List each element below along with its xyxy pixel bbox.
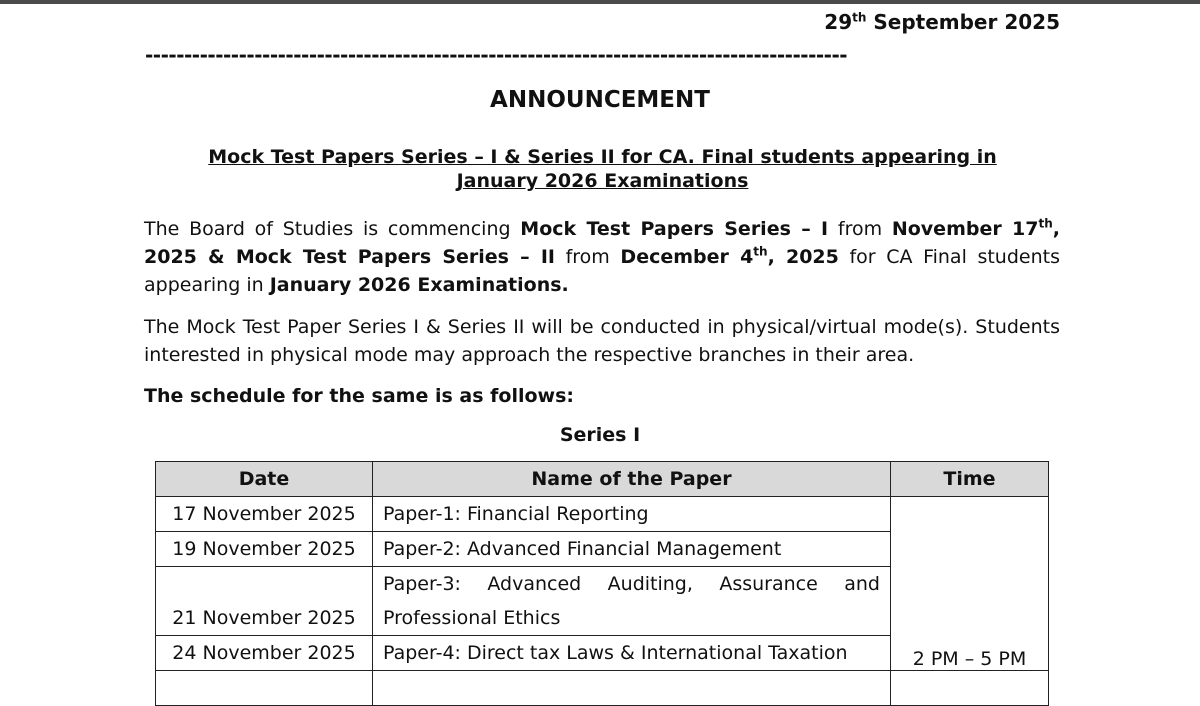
row-paper: Paper-3: Advanced Auditing, Assurance and Professional Ethics (373, 567, 891, 636)
row-paper: Paper-1: Financial Reporting (373, 497, 891, 532)
separator-line: ------------------------------------------------------------------------------------------ (145, 43, 848, 67)
table-header-row (156, 462, 1049, 497)
schedule-table (155, 461, 1049, 706)
row-date-empty (156, 671, 373, 706)
schedule-intro: The schedule for the same is as follows: (144, 385, 574, 407)
header-time: Time (891, 462, 1049, 497)
table-row (156, 497, 1049, 532)
table-row (156, 671, 1049, 706)
row-date: 19 November 2025 (156, 532, 373, 567)
mode-paragraph: The Mock Test Paper Series I & Series II will be conducted in physical/virtual mode(s). Students interested in physical mode may approach the respective branches in their area. (144, 316, 1060, 366)
header-paper: Name of the Paper (373, 462, 891, 497)
page-title: ANNOUNCEMENT (490, 87, 710, 113)
row-time-empty (891, 671, 1049, 706)
row-paper: Paper-4: Direct tax Laws & International Taxation (373, 636, 891, 671)
series-title: Series I (559, 424, 641, 446)
top-border (0, 0, 1200, 4)
announcement-date: 29th September 2025 (824, 10, 1060, 34)
row-date: 24 November 2025 (156, 636, 373, 671)
header-date: Date (156, 462, 373, 497)
intro-paragraph: The Board of Studies is commencing Mock Test Papers Series – I from November 17th, 2025 & Mock Test Papers Series – II from December 4th, 2025 for CA Final students appearing in January 2026 Examinations. (144, 216, 1060, 296)
row-time: 2 PM – 5 PM (891, 497, 1049, 671)
row-date: 21 November 2025 (156, 567, 373, 636)
row-paper: Paper-2: Advanced Financial Management (373, 532, 891, 567)
subject-heading: Mock Test Papers Series – I & Series II for CA. Final students appearing in January 2026 Examinations (208, 146, 997, 192)
row-paper-empty (373, 671, 891, 706)
row-date: 17 November 2025 (156, 497, 373, 532)
